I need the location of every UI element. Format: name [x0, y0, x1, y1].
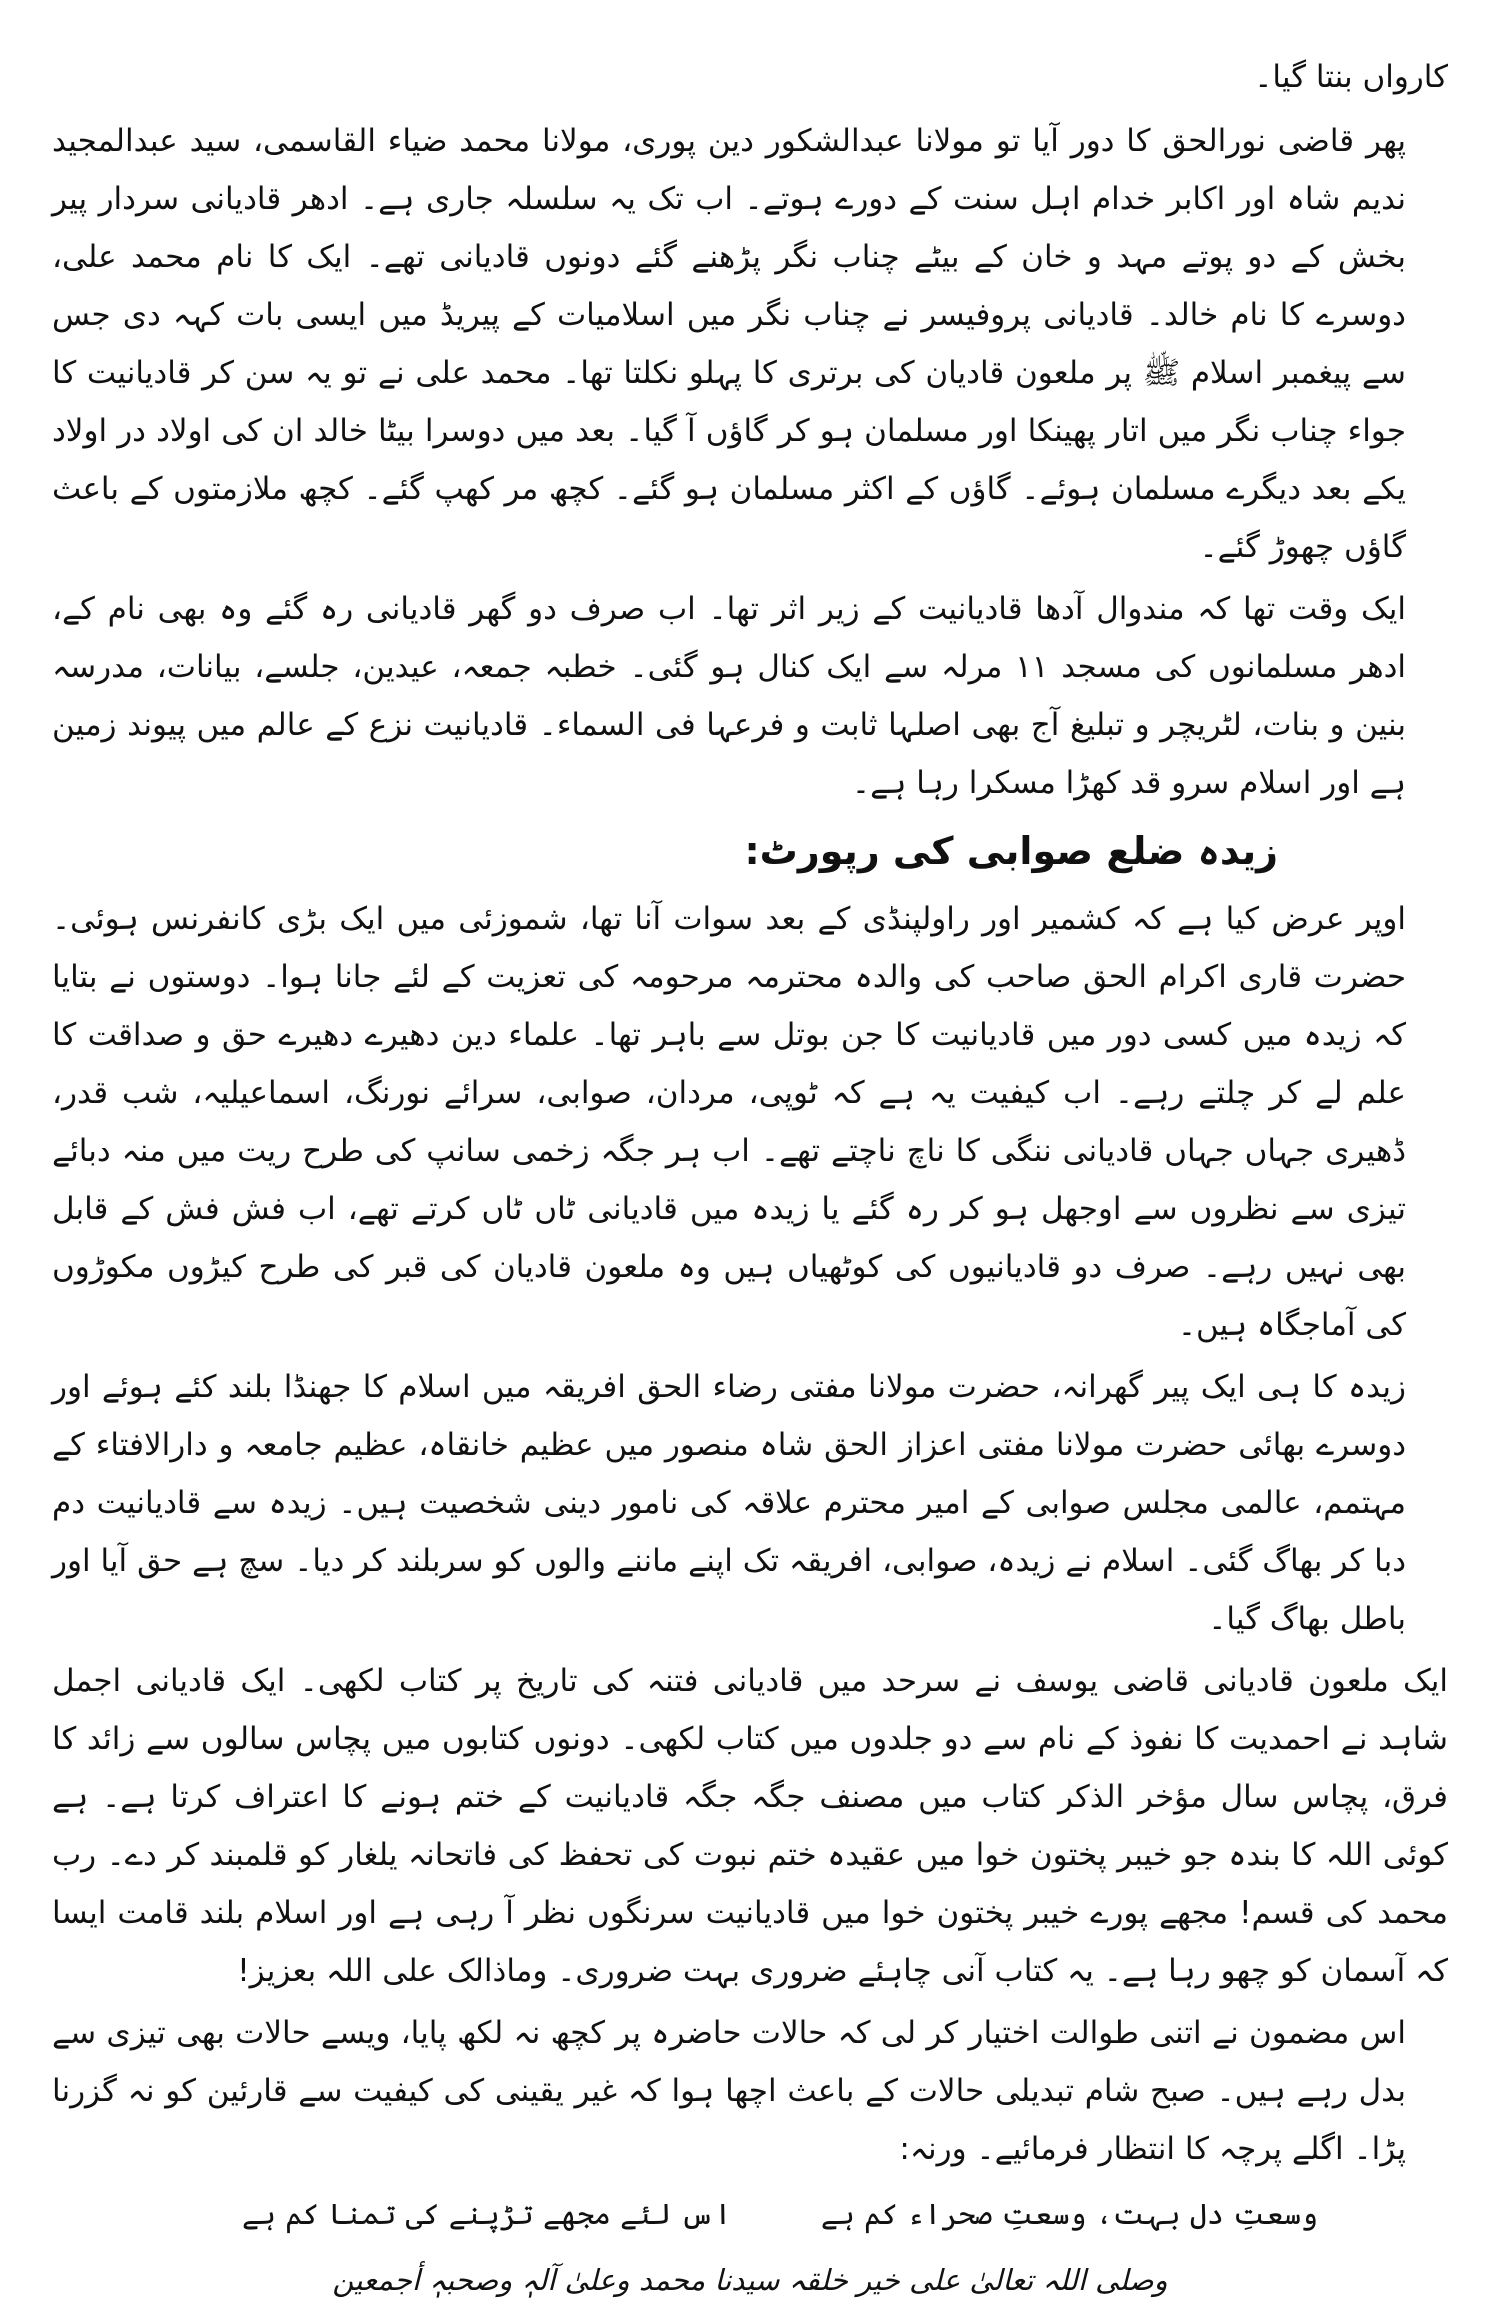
- paragraph-mandwal: ایک وقت تھا کہ مندوال آدھا قادیانیت کے زیر اثر تھا۔ اب صرف دو گھر قادیانی رہ گئے وہ بھی نام کے، ادھر مسلمانوں کی مسجد ۱۱ مرلہ سے ایک کنال ہو گئی۔ خطبہ جمعہ، عیدین، جلسے، بیانات، مدرسہ بنین و بنات، لٹریچر و تبلیغ آج بھی اصلہا ثابت و فرعہا فی السماء۔ قادیانیت نزع کے عالم میں پیوند زمین ہے اور اسلام سرو قد کھڑا مسکرا رہا ہے۔: [52, 591, 1406, 801]
- opening-line: کارواں بنتا گیا۔: [1254, 59, 1448, 95]
- paragraph-peer-family: زیدہ کا ہی ایک پیر گھرانہ، حضرت مولانا مفتی رضاء الحق افریقہ میں اسلام کا جھنڈا بلند کئے ہوئے اور دوسرے بھائی حضرت مولانا مفتی اعزاز الحق شاہ منصور میں عظیم خانقاہ، عظیم جامعہ و دارالافتاء کے مہتمم، عالمی مجلس صوابی کے امیر محترم علاقہ کی نامور دینی شخصیت ہیں۔ زیدہ سے قادیانیت دم دبا کر بھاگ گئی۔ اسلام نے زیدہ، صوابی، افریقہ تک اپنے ماننے والوں کو سربلند کر دیا۔ سچ ہے حق آیا اور باطل بھاگ گیا۔: [52, 1369, 1406, 1637]
- couplet-second-half: اس لئے مجھے تڑپنے کی تمنا کم ہے: [242, 2197, 732, 2231]
- paragraph-zaida-report: اوپر عرض کیا ہے کہ کشمیر اور راولپنڈی کے بعد سوات آنا تھا، شموزئی میں ایک بڑی کانفرنس ہوئی۔ حضرت قاری اکرام الحق صاحب کی والدہ محترمہ مرحومہ کی تعزیت کے لئے جانا ہوا۔ دوستوں نے بتایا کہ زیدہ میں کسی دور میں قادیانیت کا جن بوتل سے باہر تھا۔ علماء دین دھیرے دھیرے حق و صداقت کا علم لے کر چلتے رہے۔ اب کیفیت یہ ہے کہ ٹوپی، مردان، صوابی، سرائے نورنگ، اسماعیلیہ، شب قدر، ڈھیری جہاں جہاں قادیانی ننگی کا ناچ ناچتے تھے۔ اب ہر جگہ زخمی سانپ کی طرح ریت میں منہ دبائے تیزی سے نظروں سے اوجھل ہو کر رہ گئے یا زیدہ میں قادیانی ٹاں ٹاں کرتے تھے، اب فش فش کے قابل بھی نہیں رہے۔ صرف دو قادیانیوں کی کوٹھیاں ہیں وہ ملعون قادیان کی قبر کی طرح کیڑوں مکوڑوں کی آماجگاہ ہیں۔: [52, 901, 1406, 1343]
- poetry-couplet: [52, 2186, 1448, 2242]
- closing-salutation: وصلی اللہ تعالیٰ علی خیر خلقہ سیدنا محمد وعلیٰ آلہٖ وصحبہٖ أجمعین: [332, 2263, 1168, 2297]
- section-heading-zaida-report: زیدہ ضلع صوابی کی رپورٹ:: [744, 829, 1278, 873]
- paragraph-closing-note: اس مضمون نے اتنی طوالت اختیار کر لی کہ حالات حاضرہ پر کچھ نہ لکھ پایا، ویسے حالات بھی تیزی سے بدل رہے ہیں۔ صبح شام تبدیلی حالات کے باعث اچھا ہوا کہ غیر یقینی کی کیفیت سے قارئین کو نہ گزرنا پڑا۔ اگلے پرچہ کا انتظار فرمائیے۔ ورنہ:: [52, 2015, 1406, 2167]
- paragraph-qazi-noor-ul-haq: پھر قاضی نورالحق کا دور آیا تو مولانا عبدالشکور دین پوری، مولانا محمد ضیاء القاسمی، سید عبدالمجید ندیم شاہ اور اکابر خدام اہل سنت کے دورے ہوتے۔ اب تک یہ سلسلہ جاری ہے۔ ادھر قادیانی سردار پیر بخش کے دو پوتے مہد و خان کے بیٹے چناب نگر پڑھنے گئے دونوں قادیانی تھے۔ ایک کا نام محمد علی، دوسرے کا نام خالد۔ قادیانی پروفیسر نے چناب نگر میں اسلامیات کے پیریڈ میں ایسی بات کہہ دی جس سے پیغمبر اسلام ﷺ پر ملعون قادیان کی برتری کا پہلو نکلتا تھا۔ محمد علی نے تو یہ سن کر قادیانیت کا جواء چناب نگر میں اتار پھینکا اور مسلمان ہو کر گاؤں آ گیا۔ بعد میں دوسرا بیٹا خالد ان کی اولاد در اولاد یکے بعد دیگرے مسلمان ہوئے۔ گاؤں کے اکثر مسلمان ہو گئے۔ کچھ مر کھپ گئے۔ کچھ ملازمتوں کے باعث گاؤں چھوڑ گئے۔: [52, 123, 1406, 565]
- paragraph-books: ایک ملعون قادیانی قاضی یوسف نے سرحد میں قادیانی فتنہ کی تاریخ پر کتاب لکھی۔ ایک قادیانی اجمل شاہد نے احمدیت کا نفوذ کے نام سے دو جلدوں میں کتاب لکھی۔ دونوں کتابوں میں پچاس سالوں سے زائد کا فرق، پچاس سال مؤخر الذکر کتاب میں مصنف جگہ جگہ قادیانیت کے ختم ہونے کا اعتراف کرتا ہے۔ ہے کوئی اللہ کا بندہ جو خیبر پختون خوا میں عقیدہ ختم نبوت کی تحفظ کی فاتحانہ یلغار کو قلمبند کر دے۔ رب محمد کی قسم! مجھے پورے خیبر پختون خوا میں قادیانیت سرنگوں نظر آ رہی ہے اور اسلام بلند قامت ایسا کہ آسمان کو چھو رہا ہے۔ یہ کتاب آنی چاہئے ضروری بہت ضروری۔ وماذالک علی اللہ بعزیز!: [52, 1663, 1448, 1989]
- couplet-first-half: وسعتِ دل بہت، وسعتِ صحراء کم ہے: [820, 2197, 1318, 2231]
